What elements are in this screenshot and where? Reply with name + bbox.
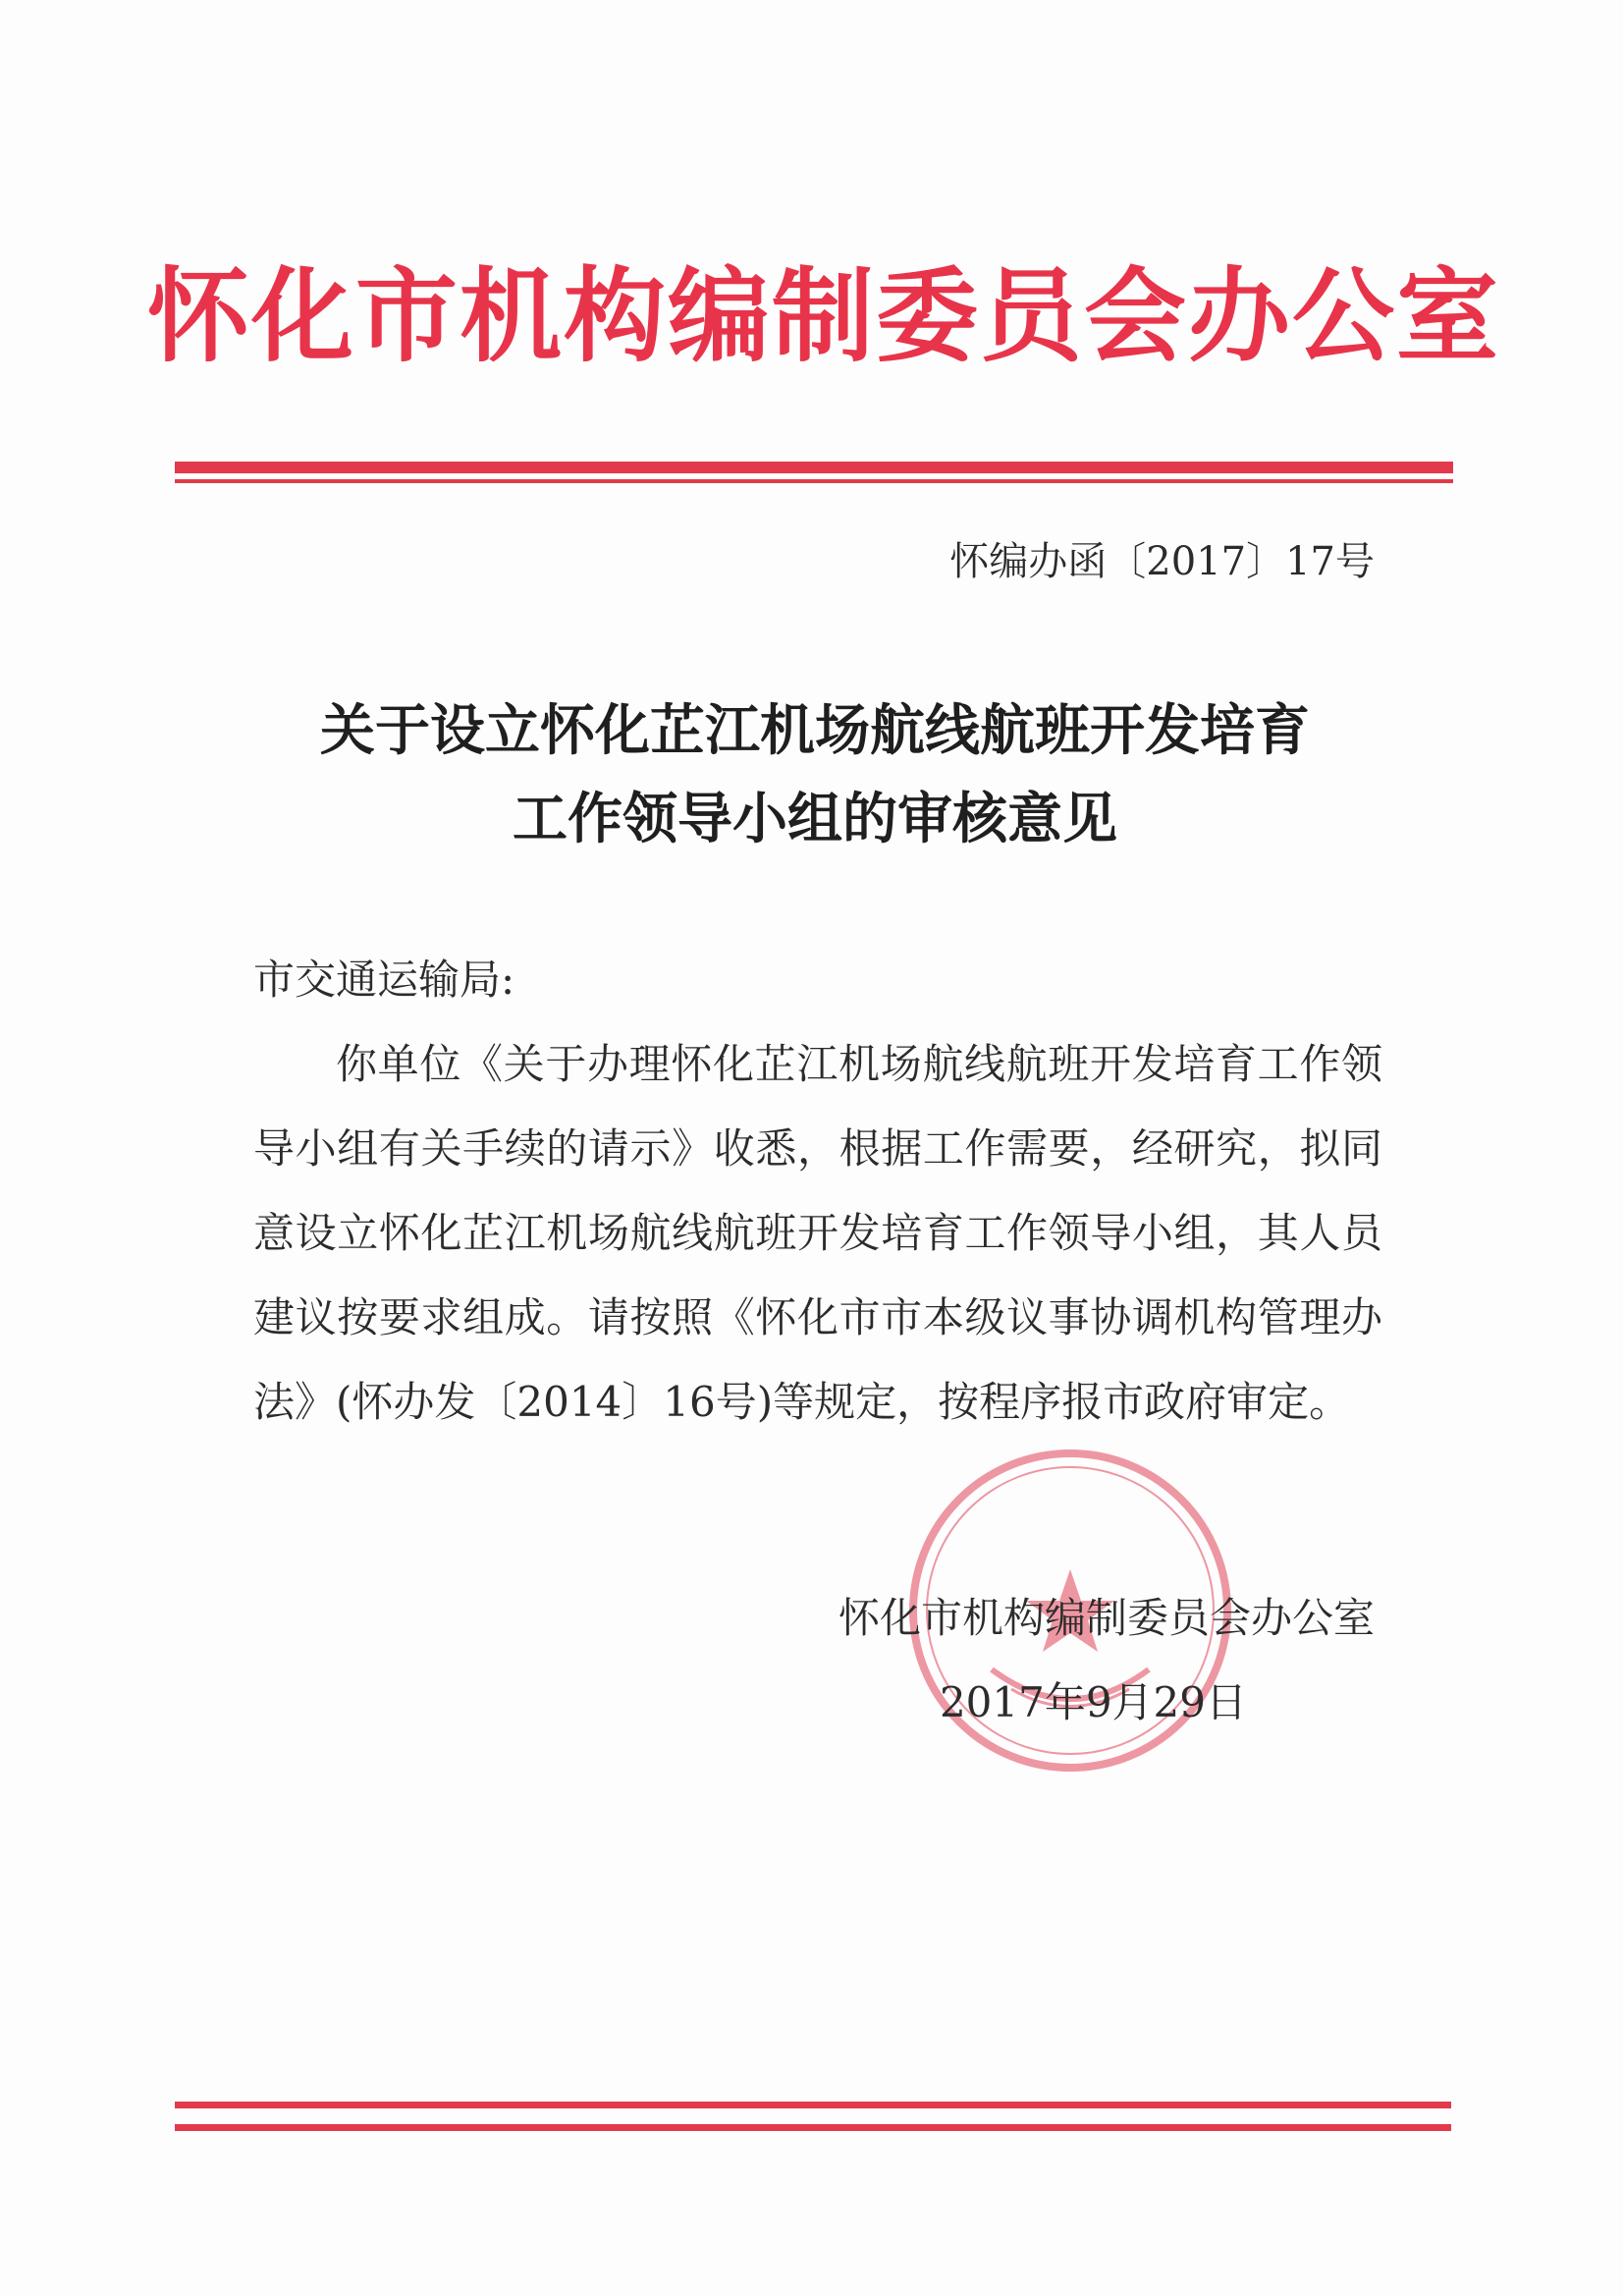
footer-red-rule	[175, 2102, 1451, 2131]
header-red-rule-thin	[175, 479, 1453, 483]
addressee: 市交通运输局:	[253, 956, 515, 1004]
footer-red-rule-lower	[175, 2124, 1451, 2131]
document-number: 怀编办函〔2017〕17号	[949, 539, 1375, 584]
signature-date: 2017年9月29日	[939, 1678, 1247, 1726]
masthead: 怀化市机构编制委员会办公室	[147, 256, 1501, 376]
footer-red-rule-upper	[175, 2102, 1451, 2108]
document-body	[253, 938, 1382, 1445]
title-line-1: 关于设立怀化芷江机场航线航班开发培育	[320, 699, 1310, 763]
body-paragraph: 你单位《关于办理怀化芷江机场航线航班开发培育工作领导小组有关手续的请示》收悉，根据工作需要，经研究，拟同意设立怀化芷江机场航线航班开发培育工作领导小组，其人员建议按要求组成。请按照《怀化市市本级议事协调机构管理办法》(怀办发〔2014〕16号)等规定，按程序报市政府审定。	[253, 1040, 1382, 1426]
header-red-rule	[175, 462, 1453, 483]
signature-block	[746, 1576, 1375, 1745]
header-red-rule-thick	[175, 462, 1453, 473]
signature-organization: 怀化市机构编制委员会办公室	[838, 1594, 1375, 1642]
title-line-2: 工作领导小组的审核意见	[513, 788, 1117, 851]
document-title	[196, 687, 1434, 864]
